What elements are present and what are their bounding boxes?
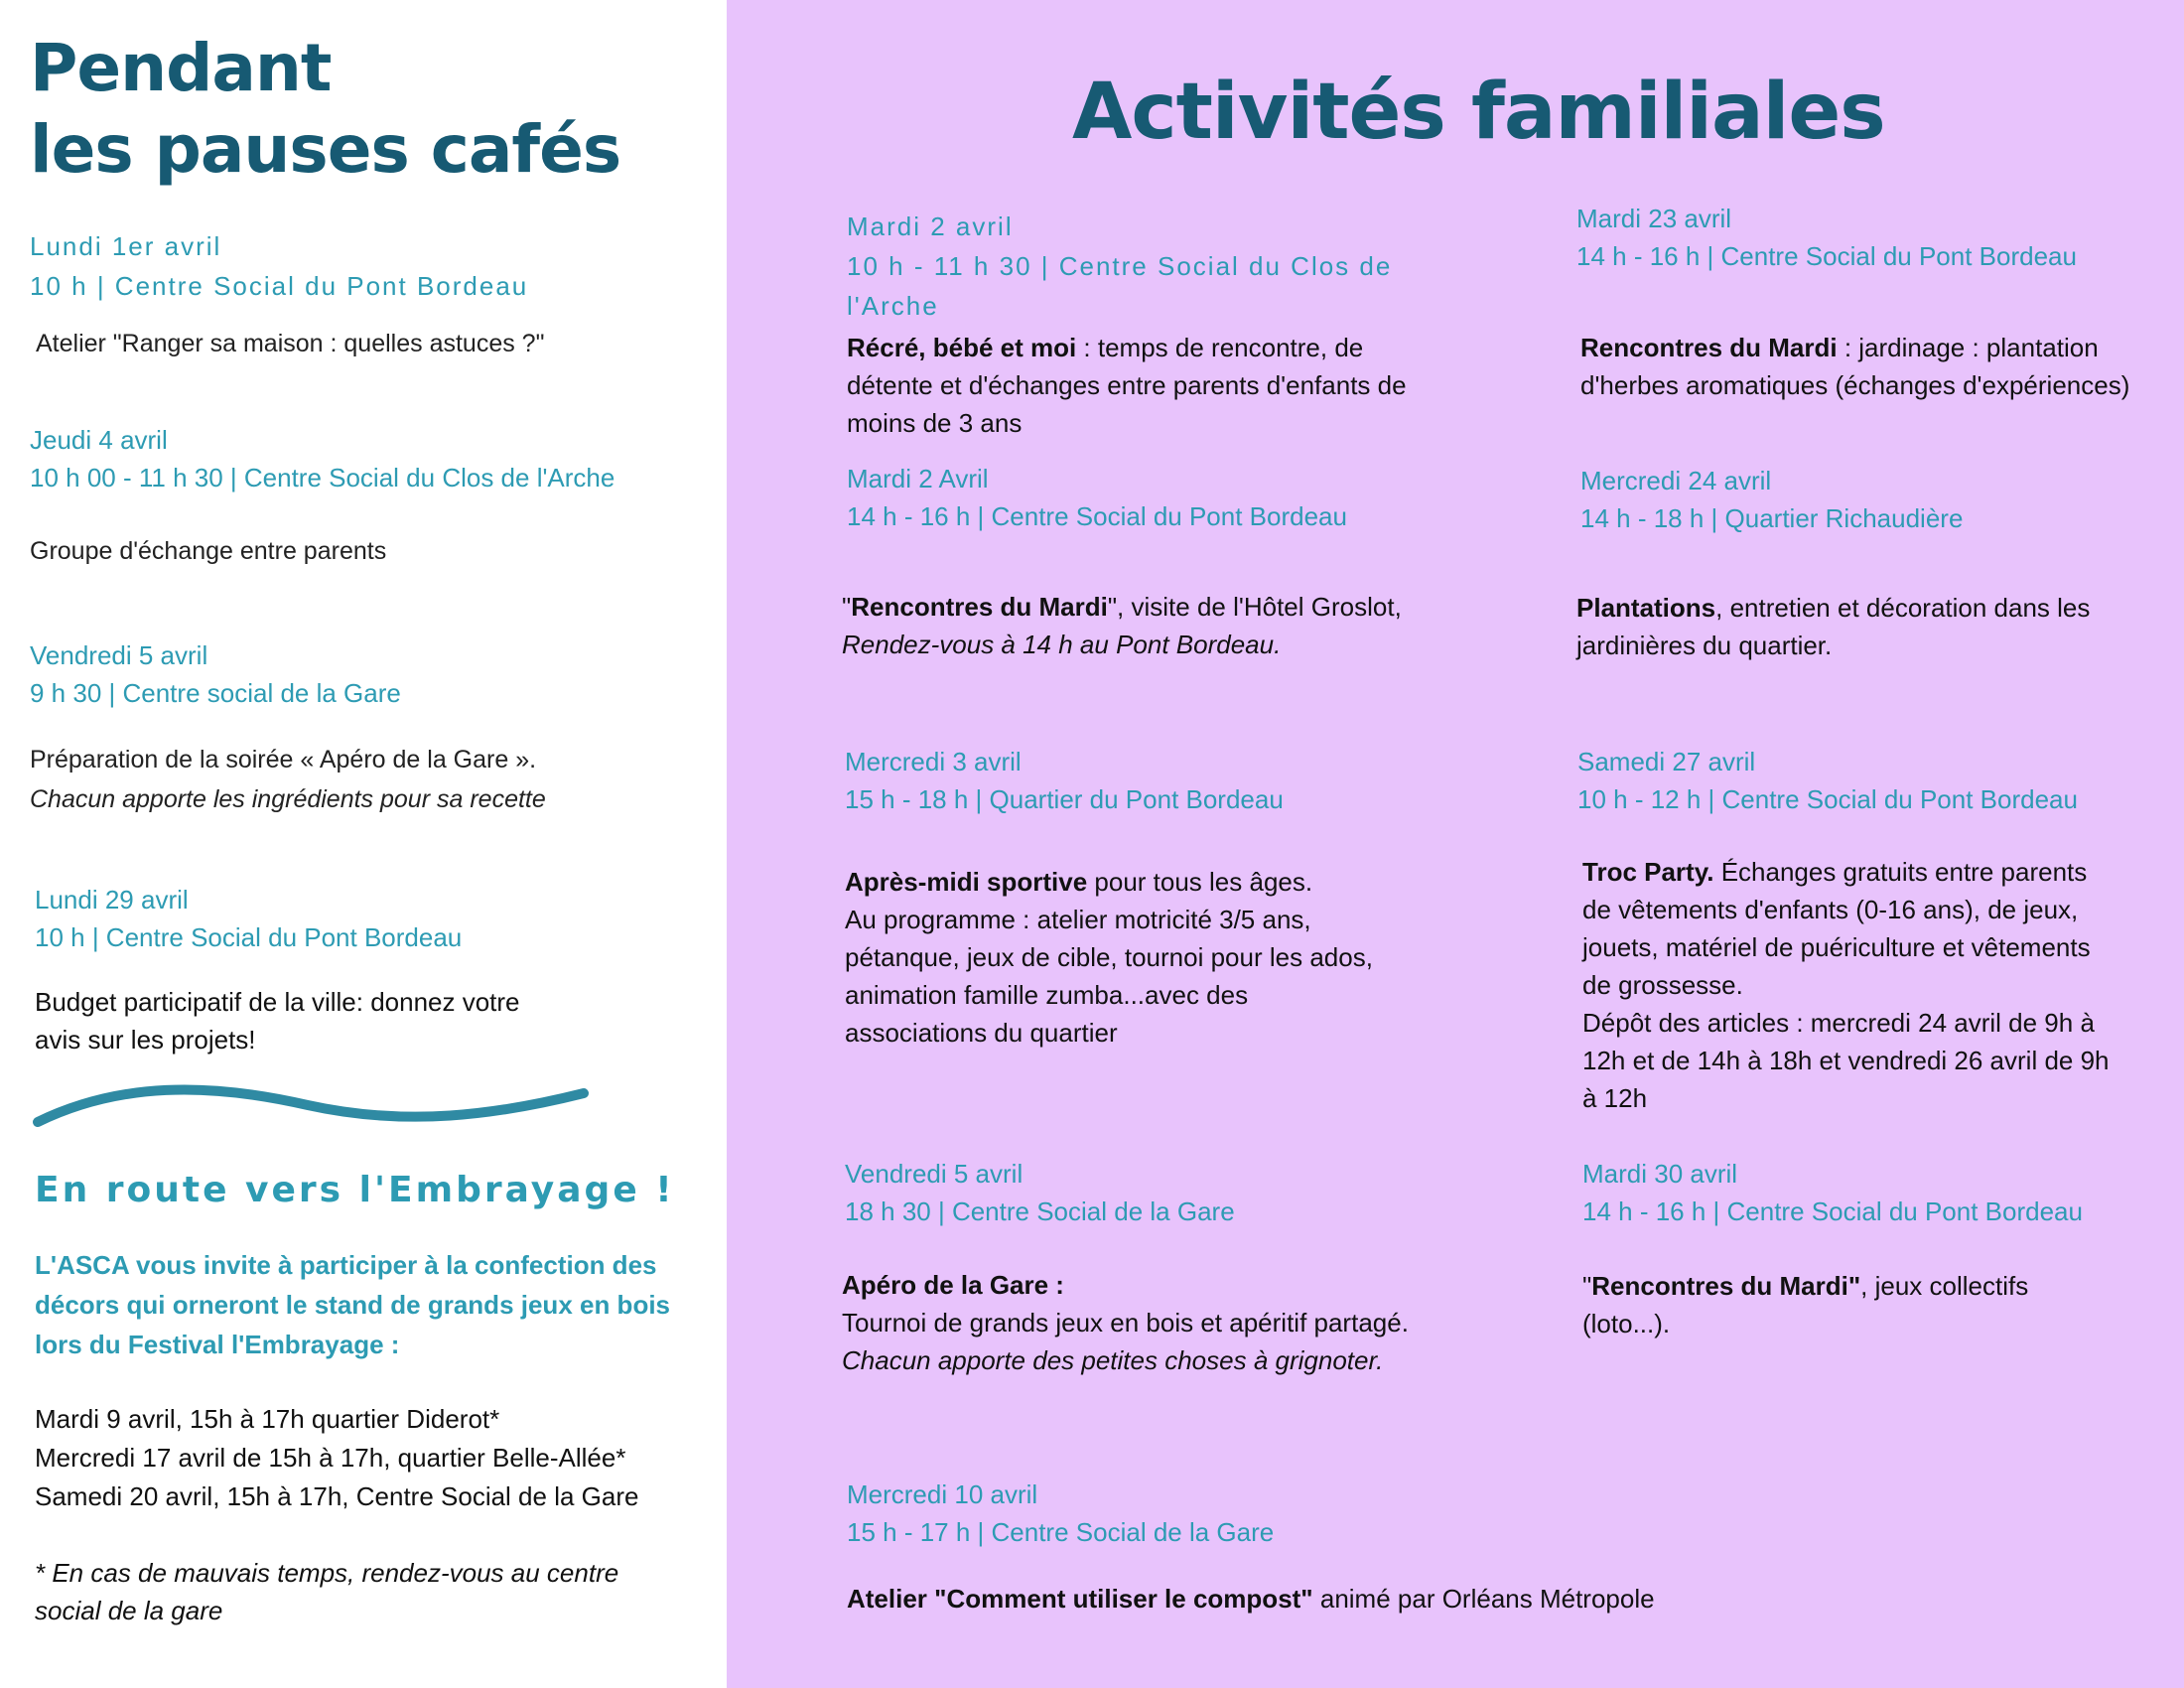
activity-date: Mercredi 10 avril [847, 1479, 1038, 1509]
activity-title: Troc Party. [1582, 857, 1714, 887]
event-friday-5 [30, 636, 401, 712]
embrayage-heading: En route vers l'Embrayage ! [35, 1170, 675, 1210]
activity-desc-rest: pour tous les âges. [1087, 867, 1313, 897]
activity-time: l'Arche [847, 291, 939, 321]
activity-desc-line: 12h et de 14h à 18h et vendredi 26 avril de 9h [1582, 1046, 2110, 1075]
activity-desc [847, 1580, 1655, 1618]
event-desc-line1: Préparation de la soirée « Apéro de la Gare ». [30, 746, 537, 774]
activity-samedi-27-avril [1577, 743, 2078, 818]
event-monday-1 [30, 226, 528, 306]
embrayage-note-line1: * En cas de mauvais temps, rendez-vous au centre [35, 1558, 619, 1588]
activity-title: Atelier "Comment utiliser le compost" [847, 1584, 1313, 1614]
activity-title: Apéro de la Gare : [842, 1270, 1064, 1300]
activity-mercredi-3-avril [845, 743, 1284, 818]
activity-time: 15 h - 18 h | Quartier du Pont Bordeau [845, 784, 1284, 814]
activity-title: Rencontres du Mardi" [1591, 1271, 1861, 1301]
event-thursday-4 [30, 421, 614, 496]
activity-mardi-30-avril [1582, 1155, 2083, 1230]
activity-desc [842, 1266, 1409, 1379]
event-date: Lundi 29 avril [35, 885, 189, 914]
event-date: Vendredi 5 avril [30, 640, 208, 670]
embrayage-intro-line: lors du Festival l'Embrayage : [35, 1330, 400, 1359]
activity-title: Récré, bébé et moi [847, 333, 1077, 362]
activity-desc-line: moins de 3 ans [847, 408, 1023, 438]
embrayage-intro-line: décors qui orneront le stand de grands jeux en bois [35, 1290, 671, 1320]
activity-desc-rest: Échanges gratuits entre parents [1713, 857, 2088, 887]
activity-desc-line: (loto...). [1582, 1309, 1671, 1338]
wave-divider [30, 1077, 596, 1137]
event-time: 10 h | Centre Social du Pont Bordeau [30, 271, 529, 301]
embrayage-date: Mardi 9 avril, 15h à 17h quartier Diderot* [35, 1404, 500, 1434]
activity-time: 14 h - 18 h | Quartier Richaudière [1580, 503, 1964, 533]
event-time: 9 h 30 | Centre social de la Gare [30, 678, 401, 708]
activity-desc-line: Tournoi de grands jeux en bois et apéritif partagé. [842, 1308, 1409, 1337]
activity-time: 18 h 30 | Centre Social de la Gare [845, 1196, 1235, 1226]
event-desc: Groupe d'échange entre parents [30, 537, 387, 565]
activity-mardi-2-avril-pm [847, 460, 1347, 535]
activity-date: Mardi 2 Avril [847, 464, 989, 493]
event-date: Jeudi 4 avril [30, 425, 168, 455]
activity-desc-line: jouets, matériel de puériculture et vêtements [1582, 932, 2091, 962]
activity-time: 10 h - 12 h | Centre Social du Pont Bordeau [1577, 784, 2078, 814]
activity-desc-line: Dépôt des articles : mercredi 24 avril de 9h à [1582, 1008, 2095, 1038]
activity-mardi-2-avril [847, 207, 1392, 326]
activity-desc-line: associations du quartier [845, 1018, 1118, 1048]
activity-desc-italic: Rendez-vous à 14 h au Pont Bordeau. [842, 630, 1282, 659]
activity-desc [845, 863, 1373, 1052]
activity-time: 14 h - 16 h | Centre Social du Pont Bordeau [1582, 1196, 2083, 1226]
event-desc-line2: avis sur les projets! [35, 1025, 256, 1055]
embrayage-date: Samedi 20 avril, 15h à 17h, Centre Social de la Gare [35, 1481, 639, 1511]
activity-desc-rest: , entretien et décoration dans les [1715, 593, 2091, 623]
activity-title: Après-midi sportive [845, 867, 1088, 897]
quote-mark: " [1582, 1271, 1592, 1301]
activity-desc-line: animation famille zumba...avec des [845, 980, 1249, 1010]
activity-desc-line: jardinières du quartier. [1576, 631, 1833, 660]
activity-mercredi-24-avril [1580, 462, 1963, 537]
embrayage-dates [35, 1400, 638, 1516]
activity-desc [842, 588, 1402, 663]
event-desc [35, 983, 520, 1058]
activity-date: Mercredi 3 avril [845, 747, 1022, 776]
event-desc-line2: Chacun apporte les ingrédients pour sa recette [30, 785, 546, 813]
activity-desc-rest: ", visite de l'Hôtel Groslot, [1107, 592, 1402, 622]
event-time: 10 h | Centre Social du Pont Bordeau [35, 922, 463, 952]
activity-date: Samedi 27 avril [1577, 747, 1756, 776]
event-desc-line1: Budget participatif de la ville: donnez votre [35, 987, 520, 1017]
activity-vendredi-5-avril [845, 1155, 1235, 1230]
activity-date: Mardi 30 avril [1582, 1159, 1738, 1189]
activity-desc-line: Au programme : atelier motricité 3/5 ans, [845, 905, 1311, 934]
activity-desc-line: d'herbes aromatiques (échanges d'expériences) [1580, 370, 2130, 400]
activity-mercredi-10-avril [847, 1476, 1274, 1551]
embrayage-date: Mercredi 17 avril de 15h à 17h, quartier Belle-Allée* [35, 1443, 626, 1473]
event-monday-29 [35, 881, 462, 956]
activity-date: Mercredi 24 avril [1580, 466, 1772, 495]
activity-desc-line: détente et d'échanges entre parents d'enfants de [847, 370, 1407, 400]
embrayage-note-line2: social de la gare [35, 1596, 223, 1625]
activity-desc-rest: : temps de rencontre, de [1076, 333, 1364, 362]
activity-desc-italic: Chacun apporte des petites choses à grignoter. [842, 1345, 1384, 1375]
quote-mark: " [842, 592, 852, 622]
activity-desc-line: à 12h [1582, 1083, 1648, 1113]
event-time: 10 h 00 - 11 h 30 | Centre Social du Clos de l'Arche [30, 463, 615, 492]
activity-desc [1580, 329, 2129, 404]
left-title [30, 28, 620, 191]
activity-desc [1582, 853, 2110, 1117]
activity-title: Rencontres du Mardi [1580, 333, 1838, 362]
embrayage-intro-line: L'ASCA vous invite à participer à la confection des [35, 1250, 657, 1280]
activity-mardi-23-avril [1576, 200, 2077, 275]
left-title-line1: Pendant [30, 30, 332, 106]
activity-title: Rencontres du Mardi [851, 592, 1108, 622]
activity-desc-rest: , jeux collectifs [1860, 1271, 2029, 1301]
activity-title: Plantations [1576, 593, 1716, 623]
activities-title: Activités familiales [1072, 68, 1885, 157]
activity-desc-line: de grossesse. [1582, 970, 1743, 1000]
embrayage-intro [35, 1245, 670, 1364]
left-title-line2: les pauses cafés [30, 111, 621, 188]
activity-date: Mardi 2 avril [847, 211, 1014, 241]
activity-desc [1576, 589, 2090, 664]
activity-time: 14 h - 16 h | Centre Social du Pont Bordeau [1576, 241, 2077, 271]
activity-desc [1582, 1267, 2028, 1342]
activity-time: 10 h - 11 h 30 | Centre Social du Clos de [847, 251, 1393, 281]
embrayage-note [35, 1554, 618, 1629]
activity-time: 15 h - 17 h | Centre Social de la Gare [847, 1517, 1275, 1547]
activity-desc-rest: animé par Orléans Métropole [1312, 1584, 1655, 1614]
activity-desc-rest: : jardinage : plantation [1837, 333, 2099, 362]
activity-desc [847, 329, 1407, 442]
activity-time: 14 h - 16 h | Centre Social du Pont Bordeau [847, 501, 1347, 531]
activity-date: Vendredi 5 avril [845, 1159, 1024, 1189]
event-date: Lundi 1er avril [30, 231, 222, 261]
event-desc [30, 740, 546, 819]
activity-desc-line: de vêtements d'enfants (0-16 ans), de jeux, [1582, 895, 2079, 924]
activity-desc-line: pétanque, jeux de cible, tournoi pour les ados, [845, 942, 1373, 972]
event-desc: Atelier "Ranger sa maison : quelles astuces ?" [36, 330, 545, 357]
activity-date: Mardi 23 avril [1576, 204, 1732, 233]
